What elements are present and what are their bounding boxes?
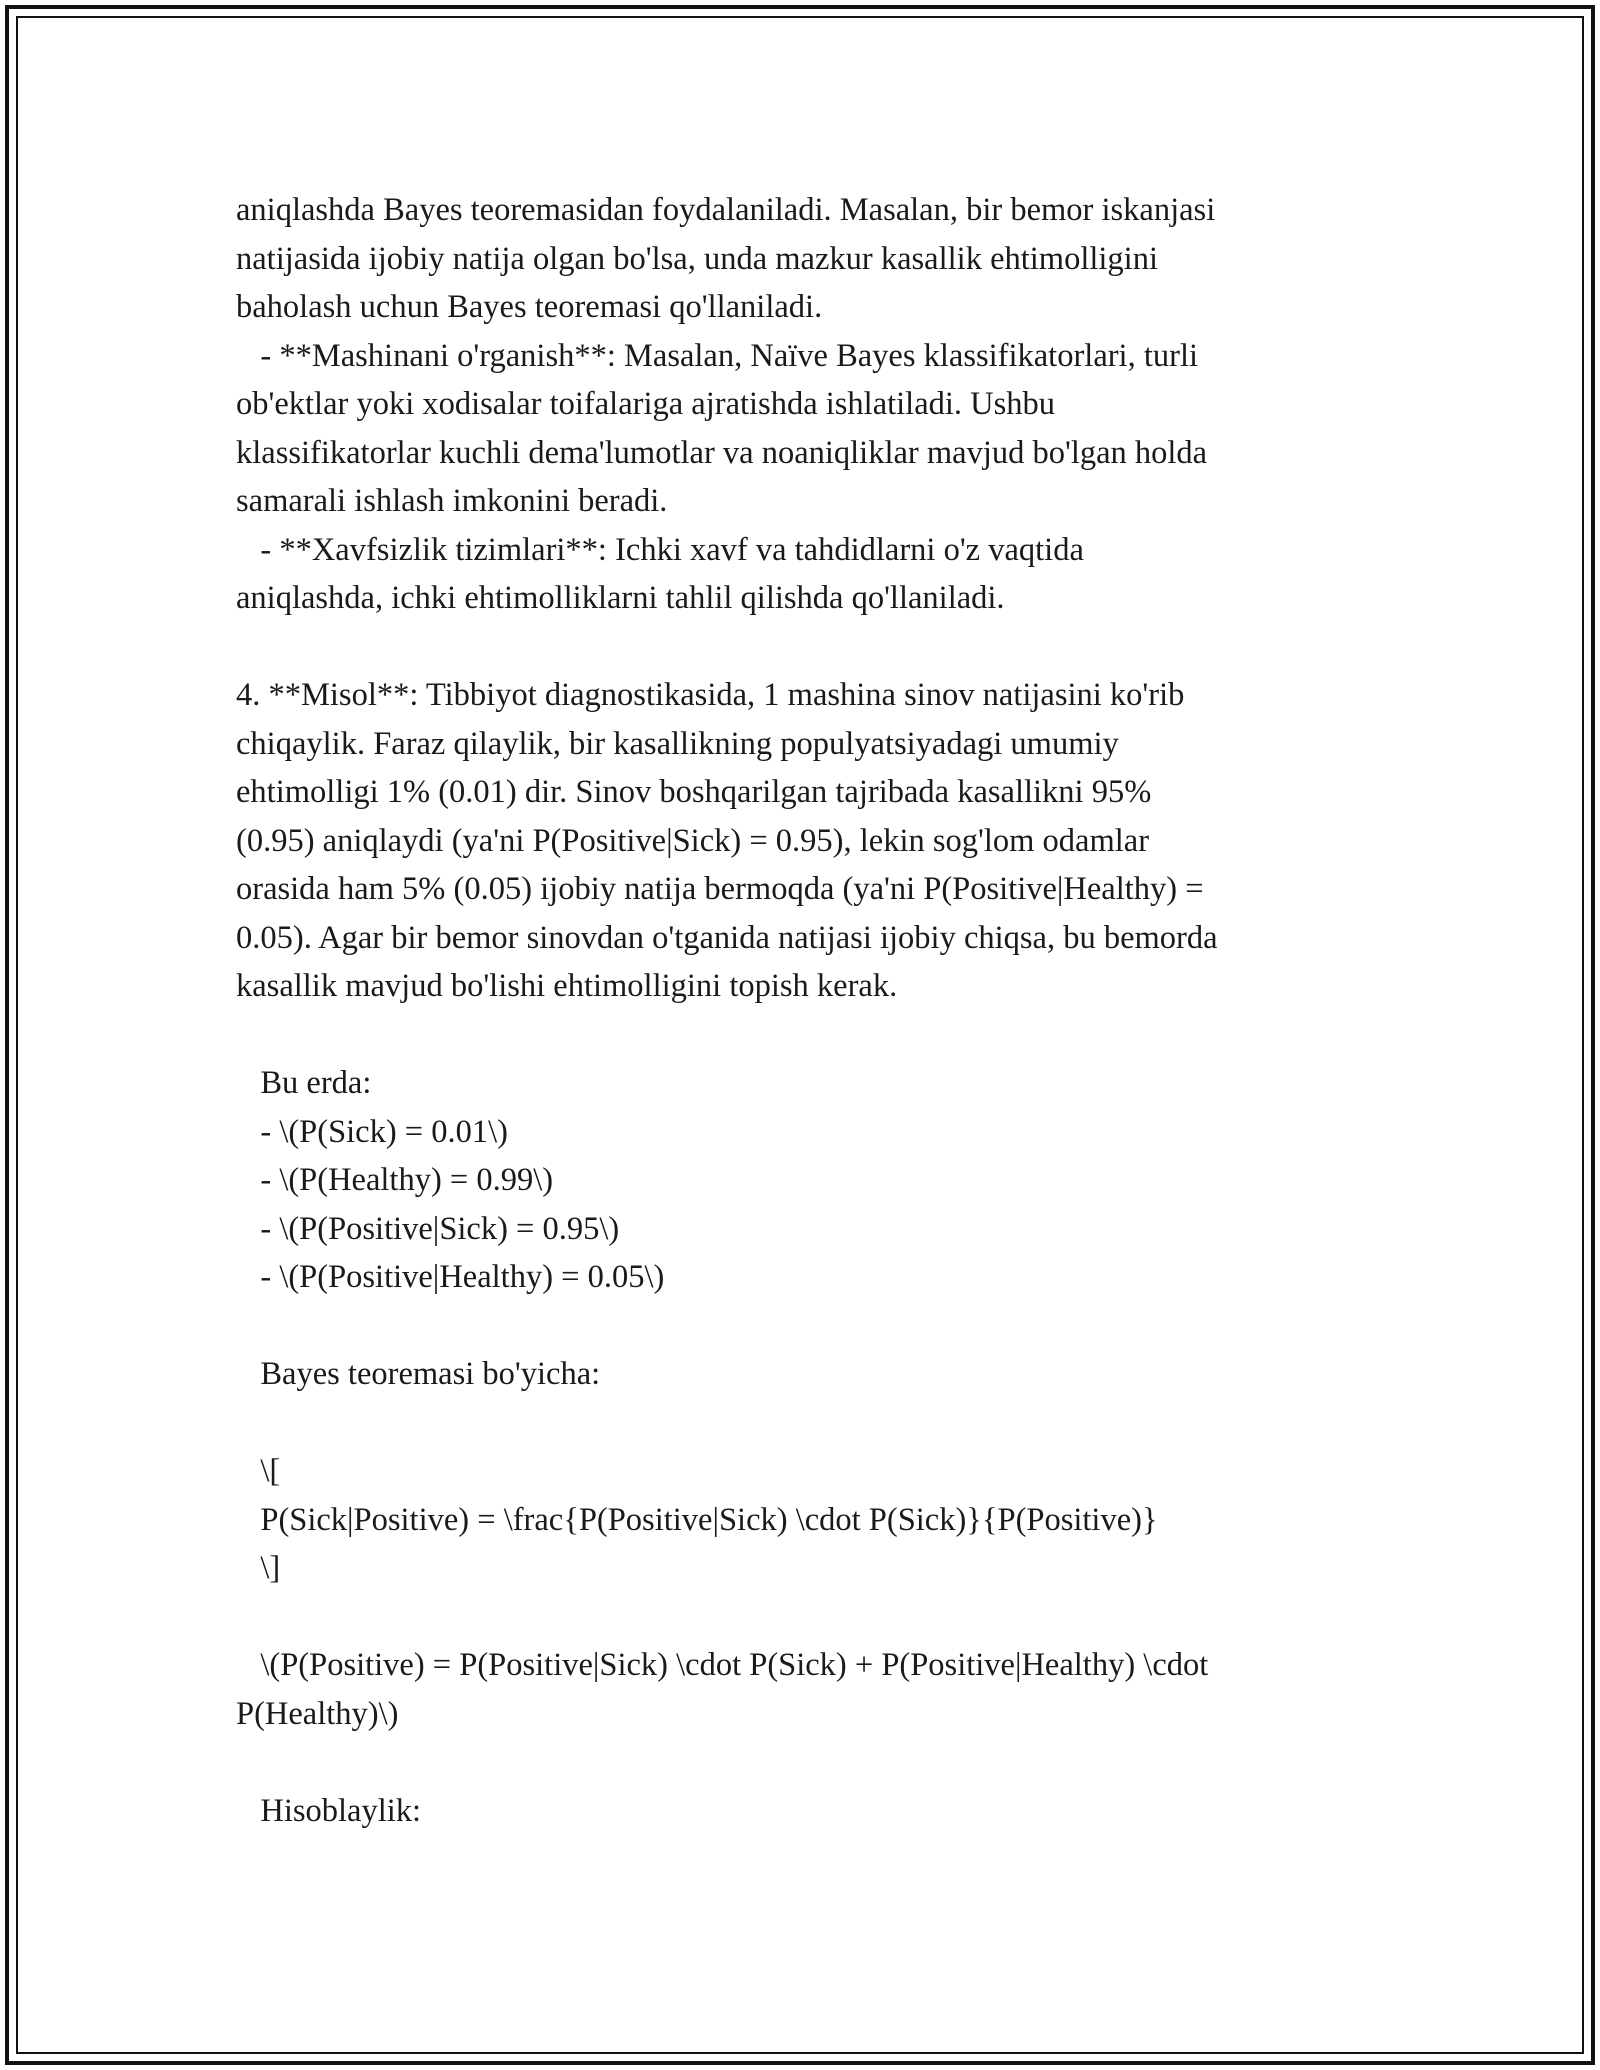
text-line: natijasida ijobiy natija olgan bo'lsa, unda mazkur kasallik ehtimolligini [236,240,1158,277]
formula-open: \[ [236,1453,281,1489]
bayes-formula: P(Sick|Positive) = \frac{P(Positive|Sick) \cdot P(Sick)}{P(Positive)} [236,1501,1158,1538]
text-line: ob'ektlar yoki xodisalar toifalariga ajratishda ishlatiladi. Ushbu [236,386,1056,422]
blank-line [236,1738,1376,1787]
given-item: - \(P(Positive|Sick) = 0.95\) [236,1210,620,1247]
blank-line [236,1399,1376,1448]
calculation-heading: Hisoblaylik: [236,1792,422,1829]
given-heading: Bu erda: [236,1065,372,1101]
formula-close: \] [236,1550,281,1586]
text-line: samarali ishlash imkonini beradi. [236,483,668,519]
list-item-xavfsizlik: - **Xavfsizlik tizimlari**: Ichki xavf va tahdidlarni o'z vaqtida [236,531,1084,568]
text-line: aniqlashda Bayes teoremasidan foydalaniladi. Masalan, bir bemor iskanjasi [236,192,1216,228]
text-line: chiqaylik. Faraz qilaylik, bir kasallikning populyatsiyadagi umumiy [236,725,1119,762]
blank-line [236,1302,1376,1351]
total-probability-formula: \(P(Positive) = P(Positive|Sick) \cdot P(Sick) + P(Positive|Healthy) \cdot [236,1647,1209,1683]
text-line: (0.95) aniqlaydi (ya'ni P(Positive|Sick) = 0.95), lekin sog'lom odamlar [236,822,1150,859]
text-line: klassifikatorlar kuchli dema'lumotlar va noaniqliklar mavjud bo'lgan holda [236,434,1208,471]
text-line: orasida ham 5% (0.05) ijobiy natija bermoqda (ya'ni P(Positive|Healthy) = [236,871,1204,907]
document-body [236,186,1376,1835]
text-line: 0.05). Agar bir bemor sinovdan o'tganida natijasi ijobiy chiqsa, bu bemorda [236,919,1218,956]
text-line: P(Healthy)\) [236,1695,399,1732]
text-line: aniqlashda, ichki ehtimolliklarni tahlil qilishda qo'llaniladi. [236,580,1005,616]
blank-line [236,623,1376,672]
text-line: kasallik mavjud bo'lishi ehtimolligini topish kerak. [236,968,898,1004]
given-item: - \(P(Sick) = 0.01\) [236,1113,508,1150]
blank-line [236,1593,1376,1642]
given-item: - \(P(Healthy) = 0.99\) [236,1162,554,1198]
given-item: - \(P(Positive|Healthy) = 0.05\) [236,1259,665,1295]
text-line: ehtimolligi 1% (0.01) dir. Sinov boshqarilgan tajribada kasallikni 95% [236,774,1152,810]
theorem-heading: Bayes teoremasi bo'yicha: [236,1356,601,1392]
example-heading: 4. **Misol**: Tibbiyot diagnostikasida, 1 mashina sinov natijasini ko'rib [236,677,1185,713]
text-line: baholash uchun Bayes teoremasi qo'llaniladi. [236,289,823,325]
list-item-mashinani: - **Mashinani o'rganish**: Masalan, Naïve Bayes klassifikatorlari, turli [236,337,1199,374]
blank-line [236,1011,1376,1060]
